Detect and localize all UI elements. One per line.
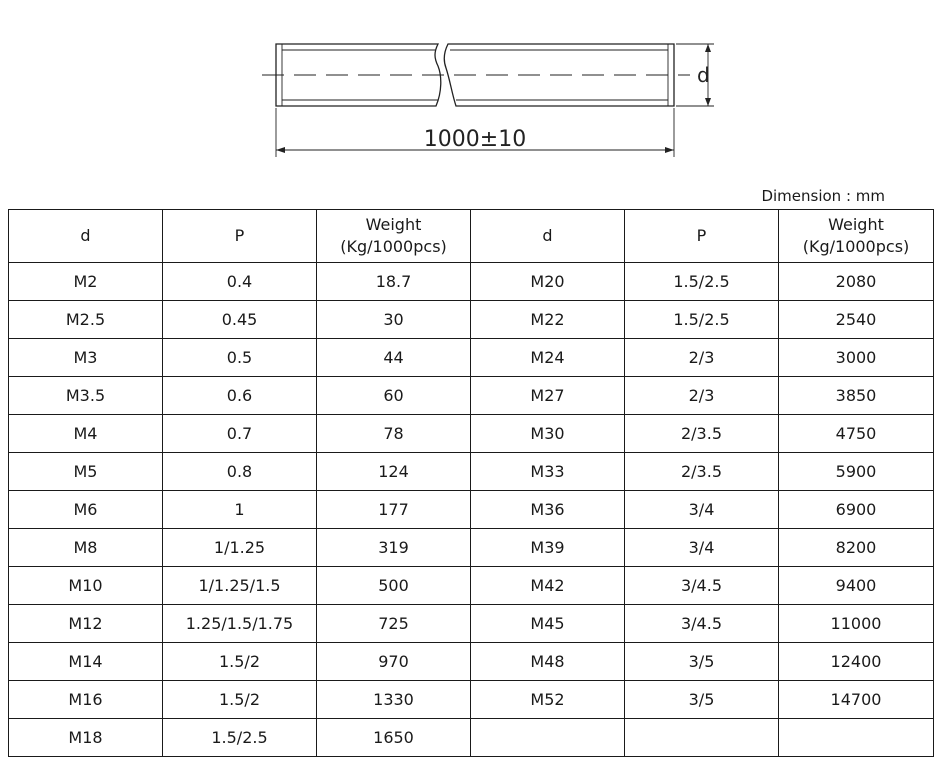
cell-weight: 11000	[779, 605, 934, 643]
rod-spec-table	[8, 209, 934, 757]
table-row	[9, 719, 934, 757]
cell-d: M2.5	[9, 301, 163, 339]
cell-weight: 5900	[779, 453, 934, 491]
cell-d: M16	[9, 681, 163, 719]
cell-weight: 2080	[779, 263, 934, 301]
header-weight-title: Weight	[828, 215, 884, 234]
cell-weight: 3000	[779, 339, 934, 377]
cell-d: M30	[471, 415, 625, 453]
cell-p: 2/3	[625, 377, 779, 415]
header-weight-unit: (Kg/1000pcs)	[340, 237, 447, 256]
cell-d: M12	[9, 605, 163, 643]
cell-d: M45	[471, 605, 625, 643]
cell-d: M5	[9, 453, 163, 491]
diameter-label: d	[697, 63, 710, 87]
cell-weight: 319	[317, 529, 471, 567]
length-label: 1000±10	[423, 127, 527, 152]
cell-p: 0.4	[163, 263, 317, 301]
cell-d: M52	[471, 681, 625, 719]
cell-p: 0.45	[163, 301, 317, 339]
header-weight-title: Weight	[365, 215, 422, 234]
cell-d: M48	[471, 643, 625, 681]
cell-p: 2/3.5	[625, 453, 779, 491]
header-d: d	[9, 210, 163, 263]
cell-p: 2/3	[625, 339, 779, 377]
cell-p: 0.5	[163, 339, 317, 377]
cell-p: 3/5	[625, 643, 779, 681]
cell-p: 0.8	[163, 453, 317, 491]
cell-weight: 18.7	[317, 263, 471, 301]
cell-p: 1.5/2.5	[625, 301, 779, 339]
header-weight	[317, 210, 471, 263]
cell-d: M39	[471, 529, 625, 567]
cell-weight: 2540	[779, 301, 934, 339]
cell-d: M27	[471, 377, 625, 415]
cell-weight: 3850	[779, 377, 934, 415]
table-row	[9, 529, 934, 567]
table-row	[9, 415, 934, 453]
cell-weight: 124	[317, 453, 471, 491]
table-row	[9, 605, 934, 643]
cell-d: M22	[471, 301, 625, 339]
cell-weight: 1330	[317, 681, 471, 719]
cell-p: 3/4.5	[625, 605, 779, 643]
cell-weight: 14700	[779, 681, 934, 719]
cell-p: 1	[163, 491, 317, 529]
header-d: d	[471, 210, 625, 263]
cell-d: M33	[471, 453, 625, 491]
cell-d: M3.5	[9, 377, 163, 415]
cell-weight: 12400	[779, 643, 934, 681]
cell-d	[471, 719, 625, 757]
cell-weight: 8200	[779, 529, 934, 567]
cell-weight: 6900	[779, 491, 934, 529]
table-row	[9, 491, 934, 529]
cell-d: M8	[9, 529, 163, 567]
table-row	[9, 643, 934, 681]
header-p: P	[625, 210, 779, 263]
cell-weight: 44	[317, 339, 471, 377]
table-row	[9, 681, 934, 719]
cell-d: M42	[471, 567, 625, 605]
cell-p: 1/1.25	[163, 529, 317, 567]
cell-p: 3/4	[625, 491, 779, 529]
cell-d: M14	[9, 643, 163, 681]
table-header-row	[9, 210, 934, 263]
cell-d: M10	[9, 567, 163, 605]
header-p: P	[163, 210, 317, 263]
table-row	[9, 263, 934, 301]
cell-p: 0.7	[163, 415, 317, 453]
cell-weight: 30	[317, 301, 471, 339]
cell-weight	[779, 719, 934, 757]
cell-weight: 725	[317, 605, 471, 643]
cell-d: M3	[9, 339, 163, 377]
cell-p: 2/3.5	[625, 415, 779, 453]
cell-p: 1.5/2.5	[625, 263, 779, 301]
cell-p: 3/4	[625, 529, 779, 567]
cell-d: M36	[471, 491, 625, 529]
cell-weight: 78	[317, 415, 471, 453]
cell-weight: 9400	[779, 567, 934, 605]
cell-weight: 970	[317, 643, 471, 681]
cell-p: 0.6	[163, 377, 317, 415]
table-row	[9, 453, 934, 491]
cell-weight: 177	[317, 491, 471, 529]
cell-weight: 500	[317, 567, 471, 605]
cell-p: 3/5	[625, 681, 779, 719]
cell-p: 1.5/2	[163, 681, 317, 719]
cell-d: M4	[9, 415, 163, 453]
header-weight-unit: (Kg/1000pcs)	[802, 237, 910, 256]
cell-d: M2	[9, 263, 163, 301]
cell-p: 3/4.5	[625, 567, 779, 605]
cell-d: M18	[9, 719, 163, 757]
cell-d: M20	[471, 263, 625, 301]
cell-weight: 4750	[779, 415, 934, 453]
table-row	[9, 339, 934, 377]
table-row	[9, 567, 934, 605]
cell-p: 1.5/2	[163, 643, 317, 681]
cell-p: 1/1.25/1.5	[163, 567, 317, 605]
cell-weight: 1650	[317, 719, 471, 757]
units-note: Dimension : mm	[761, 187, 885, 205]
cell-d: M6	[9, 491, 163, 529]
cell-weight: 60	[317, 377, 471, 415]
table-row	[9, 301, 934, 339]
cell-p: 1.25/1.5/1.75	[163, 605, 317, 643]
cell-p	[625, 719, 779, 757]
cell-p: 1.5/2.5	[163, 719, 317, 757]
table-row	[9, 377, 934, 415]
cell-d: M24	[471, 339, 625, 377]
threaded-rod-drawing	[0, 0, 938, 180]
header-weight	[779, 210, 934, 263]
